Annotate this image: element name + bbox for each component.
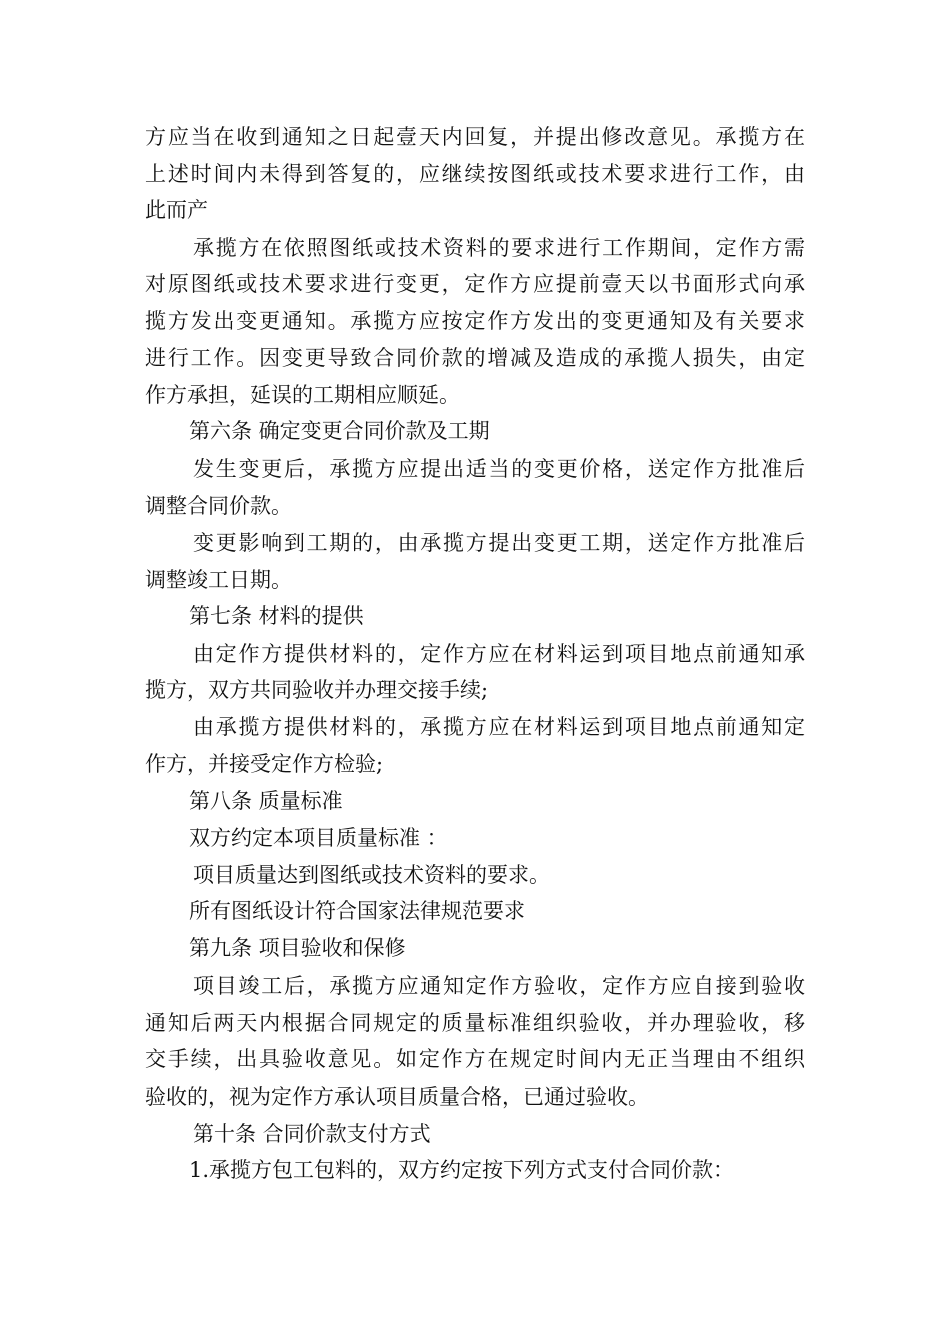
body-text-line: 作方承担，延误的工期相应顺延。 [145,383,460,407]
body-text-line: 上述时间内未得到答复的，应继续按图纸或技术要求进行工作，由 [145,162,805,186]
paragraph-first-line: 由承揽方提供材料的，承揽方应在材料运到项目地点前通知定 [193,715,805,739]
body-text-line: 对原图纸或技术要求进行变更，定作方应提前壹天以书面形式向承 [145,272,805,296]
body-text-line: 此而产 [145,198,208,222]
paragraph-first-line: 项目竣工后，承揽方应通知定作方验收，定作方应自接到验收 [193,974,805,998]
body-text-line: 进行工作。因变更导致合同价款的增减及造成的承揽人损失，由定 [145,346,805,370]
body-text-line: 通知后两天内根据合同规定的质量标准组织验收，并办理验收，移 [145,1011,805,1035]
body-text-line: 调整合同价款。 [145,494,292,518]
body-text-line: 验收的，视为定作方承认项目质量合格，已通过验收。 [145,1085,649,1109]
body-text-line: 调整竣工日期。 [145,568,292,592]
paragraph-first-line: 由定作方提供材料的，定作方应在材料运到项目地点前通知承 [193,642,805,666]
body-text-line: 方应当在收到通知之日起壹天内回复，并提出修改意见。承揽方在 [145,125,805,149]
paragraph-first-line: 发生变更后，承揽方应提出适当的变更价格，送定作方批准后 [193,457,805,481]
article-heading: 第八条 质量标准 [189,789,343,813]
body-text-line: 所有图纸设计符合国家法律规范要求 [189,899,525,923]
paragraph-first-line: 承揽方在依照图纸或技术资料的要求进行工作期间，定作方需 [193,236,805,260]
article-heading: 第六条 确定变更合同价款及工期 [189,419,490,443]
body-text-line: 项目质量达到图纸或技术资料的要求。 [193,863,550,887]
article-heading: 第九条 项目验收和保修 [189,936,406,960]
article-heading: 第十条 合同价款支付方式 [193,1122,431,1146]
body-text-line: 交手续，出具验收意见。如定作方在规定时间内无正当理由不组织 [145,1047,805,1071]
list-item: 1.承揽方包工包料的，双方约定按下列方式支付合同价款： [189,1158,735,1182]
body-text-line: 揽方，双方共同验收并办理交接手续; [145,678,489,702]
body-text-line: 作方，并接受定作方检验; [145,752,384,776]
body-text-line: 揽方发出变更通知。承揽方应按定作方发出的变更通知及有关要求 [145,309,805,333]
paragraph-first-line: 变更影响到工期的，由承揽方提出变更工期，送定作方批准后 [193,531,805,555]
article-heading: 第七条 材料的提供 [189,604,364,628]
body-text-line: 双方约定本项目质量标准 ： [189,826,448,850]
